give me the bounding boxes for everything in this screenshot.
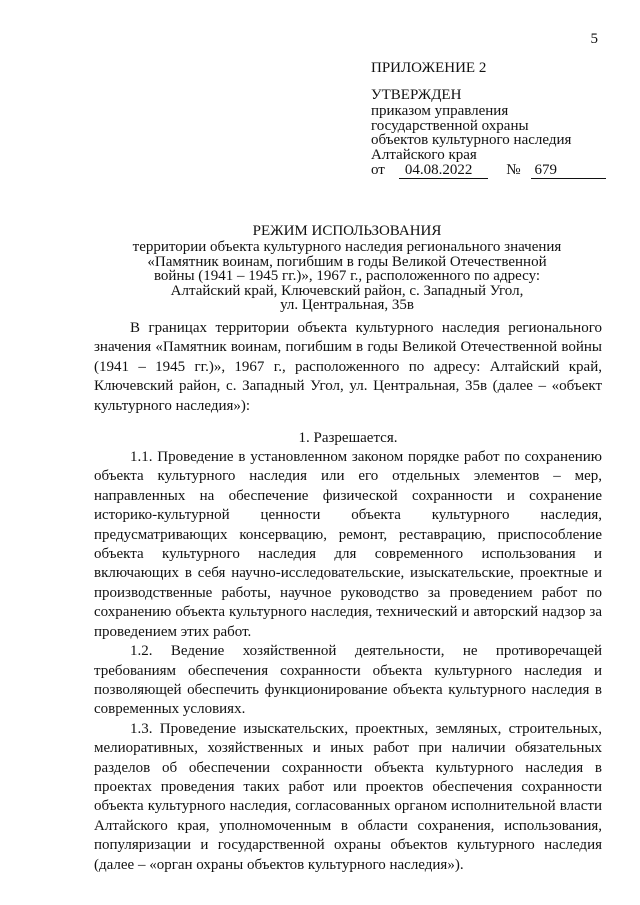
title-line: войны (1941 – 1945 гг.)», 1967 г., расположенного по адресу: [153,268,541,285]
page-number: 5 [590,31,598,47]
section-heading: 1. Разрешается. [298,430,398,447]
item-paragraph: 1.2. Ведение хозяйственной деятельности, не противоречащей требованиям обеспечения сохранности объекта культурного наследия и позволяющей обеспечить функционирование объекта культурного наследия в современных условиях. [94,643,602,718]
approved-label: УТВЕРЖДЕН [371,87,462,103]
title-line: территории объекта культурного наследия регионального значения [132,239,562,255]
item-paragraph: 1.1. Проведение в установленном законом порядке работ по сохранению объекта культурного наследия или его отдельных элементов – мер, направленных на обеспечение физической сохранности и сохранение историко-культурной ценности объекта культурного наследия, предусматривающих консервацию, ремонт, реставрацию, приспособление объекта культурного наследия для современного использования и включающих в себя научно-исследовательские, изыскательские, проектные и производственные работы, научное руководство за проведением работ по сохранению объекта культурного наследия, технический и авторский надзор за проведением этих работ. [94,449,602,640]
approval-lines [371,104,606,162]
order-number: 679 [531,162,606,179]
order-date-number [371,162,606,179]
approval-line: приказом управления [371,103,509,119]
item-paragraph: 1.3. Проведение изыскательских, проектных, земляных, строительных, мелиоративных, хозяйственных и иных работ при наличии обязательных разделов об обеспечении сохранности объекта культурного наследия в проектах проведения таких работ или проектов обеспечения сохранности объекта культурного наследия, согласованных органом исполнительной власти Алтайского края, уполномоченным в области сохранения, использования, популяризации и государственной охраны объектов культурного наследия (далее – «орган охраны объектов культурного наследия»). [94,720,602,873]
title-main: РЕЖИМ ИСПОЛЬЗОВАНИЯ [252,223,442,239]
approval-line: объектов культурного наследия [371,132,572,149]
document-title [92,222,602,313]
order-date: 04.08.2022 [399,162,488,179]
number-sign: № [506,162,521,179]
title-line: Алтайский край, Ключевский район, с. Западный Угол, [170,282,524,299]
approval-line: Алтайского края [371,146,477,163]
document-body [94,319,602,875]
intro-paragraph: В границах территории объекта культурного наследия регионального значения «Памятник воинам, погибшим в годы Великой Отечественной войны (1941 – 1945 гг.)», 1967 г., расположенного по адресу: Алтайский край, Ключевский район, с. Западный Угол, ул. Центральная, 35в (далее – «объект культурного наследия»): [94,320,602,414]
title-subtitle [92,240,602,313]
approval-line: государственной охраны [371,117,529,134]
title-line: «Памятник воинам, погибшим в годы Великой Отечественной [147,253,547,270]
approval-block [371,59,606,179]
date-prefix: от [371,162,385,179]
appendix-label: ПРИЛОЖЕНИЕ 2 [371,60,487,76]
title-line: ул. Центральная, 35в [280,297,414,314]
